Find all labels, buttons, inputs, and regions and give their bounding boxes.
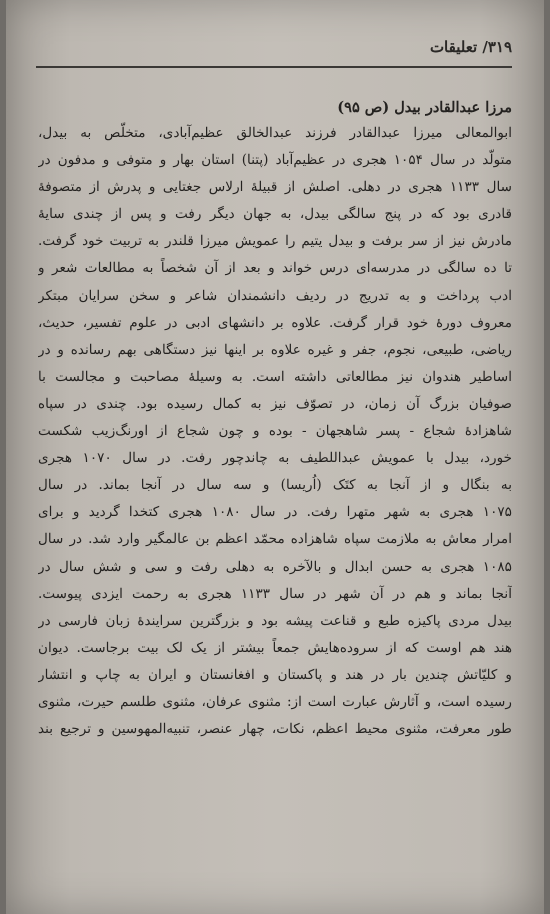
text-line: ریاضی، طبیعی، نجوم، جفر و غیره علاوه بر اینها نیز دستگاهی بهم رسانده و در — [38, 341, 512, 358]
text-line: مادرش نیز از سر برفت و بیدل یتیم را عمویش میرزا قلندر به تربیت خود گرفت. — [38, 233, 512, 250]
text-line: قادری بود که در پنج سالگی بیدل، به جهان دیگر رفت و پس از چندی سایهٔ — [38, 206, 512, 223]
text-line: و کلیّاتش چندین بار در هند و پاکستان و افغانستان و ایران به چاپ و انتشار — [38, 666, 512, 683]
text-line: تا ده سالگی در مدرسه‌ای درس خواند و بعد از آن شخصاً به مطالعات شعر و — [38, 260, 512, 277]
text-line: آنجا بماند و هم در آن شهر در سال ۱۱۳۳ هجری به رحمت ایزدی پیوست. — [38, 585, 512, 602]
text-line: ادب پرداخت و به تدریج در ردیف دانشمندان شاعر و سخن سرایان مبتکر — [38, 287, 512, 304]
text-line: خورد، بیدل با عمویش عبداللطیف به چاندچور رفت. در سال ۱۰۷۰ هجری — [38, 450, 512, 467]
article — [38, 96, 512, 743]
text-line: امرار معاش به ملازمت سپاه شاهزاده محمّد اعظم بن عالمگیر وارد شد. در سال — [38, 531, 512, 548]
text-line: متولّد در سال ۱۰۵۴ هجری در عظیم‌آباد (پتنا) استان بهار و متوفی و مدفون در — [38, 152, 512, 169]
text-line: اساطیر هندوان نیز مطالعاتی داشته است. به وسیلهٔ مصاحبت و مجالست با — [38, 368, 512, 385]
header-rule — [36, 66, 512, 68]
text-line: سال ۱۱۳۳ هجری در دهلی. اصلش از قبیلهٔ ارلاس جغتایی و پدرش از متصوفهٔ — [38, 179, 512, 196]
text-line: طور معرفت، مثنوی محیط اعظم، نکات، چهار عنصر، تنبیه‌المهوسین و ترجیع بند — [38, 721, 512, 738]
text-line: بیدل مردی پاکیزه طبع و قناعت پیشه بود و بزرگترین سرایندهٔ زبان فارسی در — [38, 612, 512, 629]
text-line: صوفیان بزرگ آن زمان، در تصوّف نیز به کمال رسیده بود. چندی در سپاه — [38, 395, 512, 412]
text-line: هند هم اوست که از سروده‌هایش جمعاً بیشتر از یک لک بیت برجاست. دیوان — [38, 639, 512, 656]
page-number-label: ۳۱۹/ تعلیقات — [429, 38, 512, 56]
text-line: به بنگال و از آنجا به کتَک (اُریسا) و سه سال در آنجا بماند. در سال — [38, 477, 512, 494]
text-line: شاهزادهٔ شجاع - پسر شاهجهان - بوده و چون شجاع از اورنگ‌زیب شکست — [38, 423, 512, 440]
book-page — [6, 0, 544, 914]
text-line: معروف دورهٔ خود قرار گرفت. علاوه بر دانشهای ادبی در علوم تفسیر، حدیث، — [38, 314, 512, 331]
text-line: ابوالمعالی میرزا عبدالقادر فرزند عبدالخالق عظیم‌آبادی، متخلّص به بیدل، — [38, 125, 512, 141]
text-line: ۱۰۸۵ هجری به حسن ابدال و بالآخره به دهلی رفت و سی و شش سال در — [38, 558, 512, 575]
text-line: ۱۰۷۵ هجری به شهر متهرا رفت. در سال ۱۰۸۰ هجری کتخدا گردید و برای — [38, 504, 512, 521]
article-body — [38, 120, 512, 743]
article-title: مرزا عبدالقادر بیدل (ص ۹۵) — [337, 99, 512, 116]
running-header — [36, 34, 512, 68]
text-line: رسیده است، و آثارش عبارت است از: مثنوی عرفان، مثنوی طلسم حیرت، مثنوی — [38, 693, 512, 710]
